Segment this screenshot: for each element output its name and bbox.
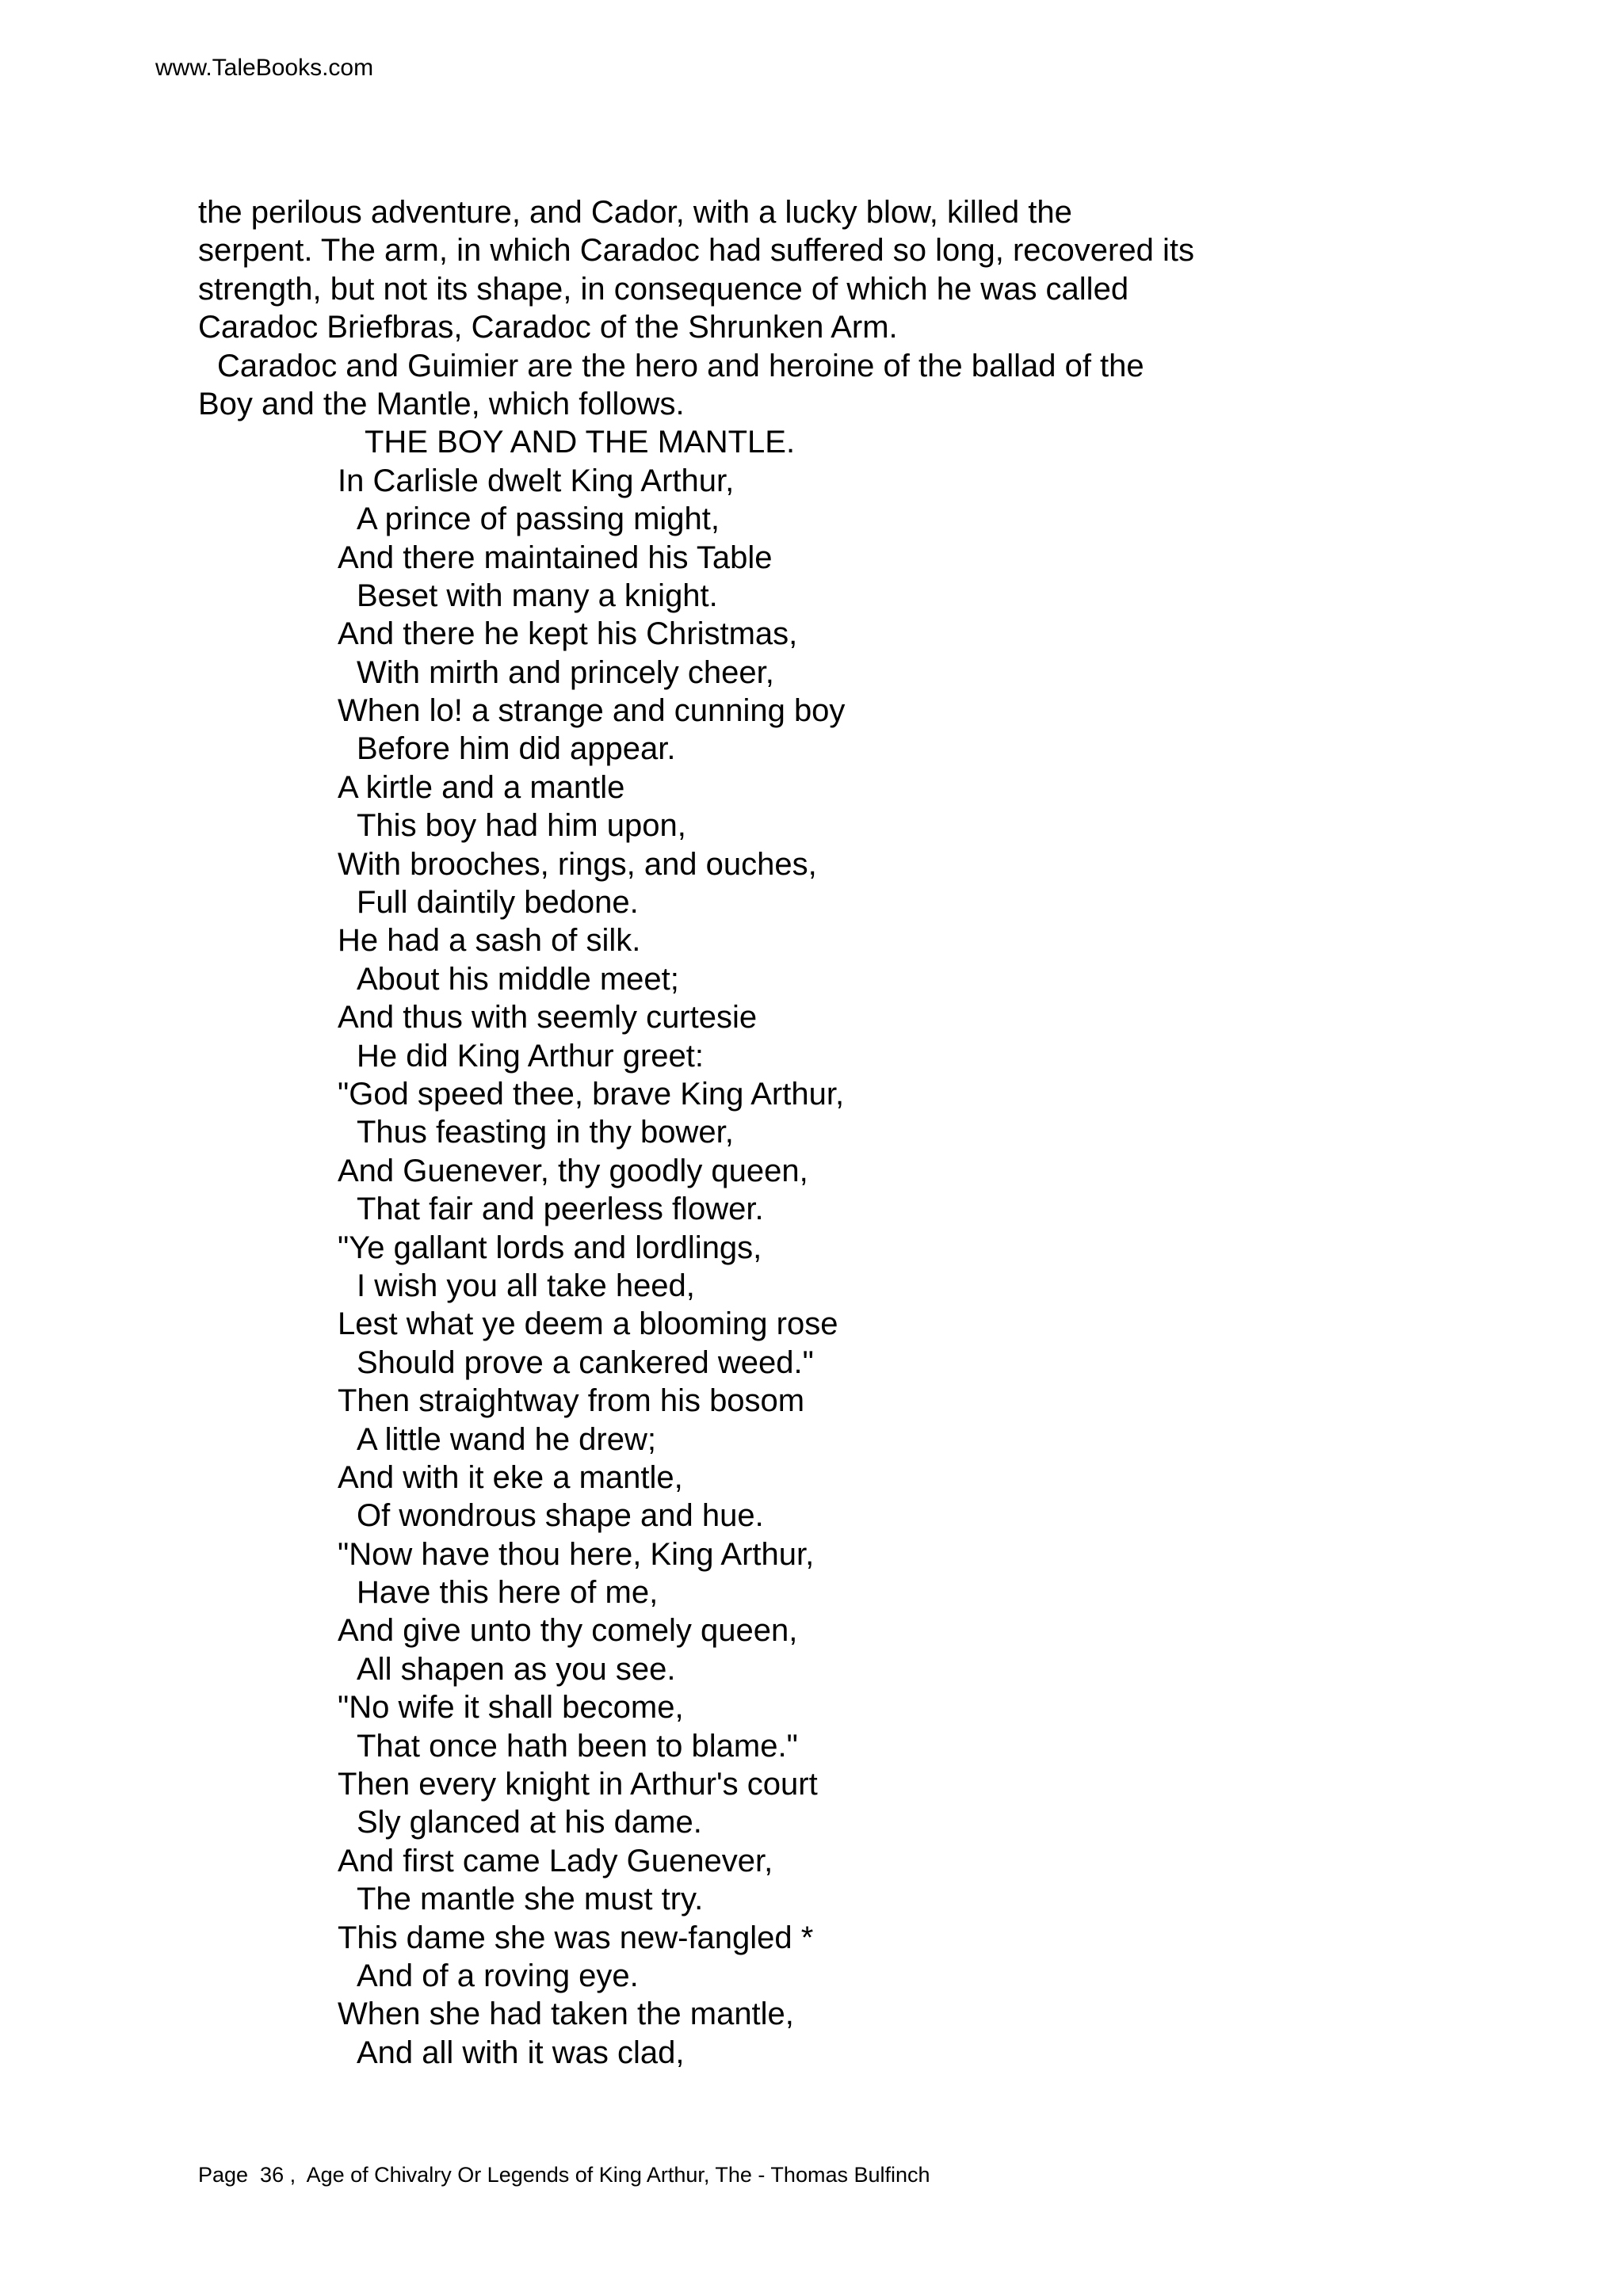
prose-line: Boy and the Mantle, which follows. xyxy=(198,386,685,421)
verse-line: Before him did appear. xyxy=(357,731,676,767)
verse-line: And give unto thy comely queen, xyxy=(338,1613,798,1649)
verse-line: The mantle she must try. xyxy=(357,1882,704,1917)
verse-line: When she had taken the mantle, xyxy=(338,1997,794,2032)
prose-line: serpent. The arm, in which Caradoc had suffered so long, recovered its xyxy=(198,233,1194,269)
verse-line: That fair and peerless flower. xyxy=(357,1192,764,1227)
site-header-url: www.TaleBooks.com xyxy=(155,55,374,81)
verse-line: He did King Arthur greet: xyxy=(357,1038,705,1074)
verse-line: Beset with many a knight. xyxy=(357,578,718,613)
verse-line: About his middle meet; xyxy=(357,961,679,997)
verse-line: And with it eke a mantle, xyxy=(338,1459,683,1495)
verse-line: And thus with seemly curtesie xyxy=(338,1000,758,1035)
page-footer: Page 36 , Age of Chivalry Or Legends of King Arthur, The - Thomas Bulfinch xyxy=(198,2163,930,2187)
verse-line: "God speed thee, brave King Arthur, xyxy=(338,1076,845,1112)
prose-line: Caradoc Briefbras, Caradoc of the Shrunken Arm. xyxy=(198,310,898,345)
document-body xyxy=(198,193,1545,2072)
verse-line: Then straightway from his bosom xyxy=(338,1383,805,1419)
verse-line: "Now have thou here, King Arthur, xyxy=(338,1536,815,1572)
verse-line: I wish you all take heed, xyxy=(357,1268,695,1303)
verse-line: Then every knight in Arthur's court xyxy=(338,1767,818,1802)
prose-line: strength, but not its shape, in consequence of which he was called xyxy=(198,271,1129,307)
verse-line: And there maintained his Table xyxy=(338,540,773,575)
verse-line: He had a sash of silk. xyxy=(338,923,641,959)
verse-line: And Guenever, thy goodly queen, xyxy=(338,1153,808,1188)
verse-line: "Ye gallant lords and lordlings, xyxy=(338,1230,762,1265)
verse-line: Full daintily bedone. xyxy=(357,885,639,921)
verse-line: "No wife it shall become, xyxy=(338,1690,684,1726)
verse-line: Lest what ye deem a blooming rose xyxy=(338,1306,838,1342)
verse-line: Of wondrous shape and hue. xyxy=(357,1498,764,1534)
prose-line: Caradoc and Guimier are the hero and heroine of the ballad of the xyxy=(217,348,1144,383)
verse-line: And of a roving eye. xyxy=(357,1958,639,1993)
verse-line: And there he kept his Christmas, xyxy=(338,616,798,652)
verse-line: With mirth and princely cheer, xyxy=(357,654,774,690)
poem-title: THE BOY AND THE MANTLE. xyxy=(365,425,796,460)
verse-line: And first came Lady Guenever, xyxy=(338,1843,773,1878)
verse-line: In Carlisle dwelt King Arthur, xyxy=(338,463,735,498)
verse-line: Thus feasting in thy bower, xyxy=(357,1115,734,1150)
verse-line: A prince of passing might, xyxy=(357,502,720,537)
verse-line: This boy had him upon, xyxy=(357,808,686,844)
verse-line: Have this here of me, xyxy=(357,1575,659,1611)
verse-line: And all with it was clad, xyxy=(357,2035,685,2070)
prose-line: the perilous adventure, and Cador, with a lucky blow, killed the xyxy=(198,195,1072,230)
verse-line: A kirtle and a mantle xyxy=(338,769,625,805)
verse-line: That once hath been to blame." xyxy=(357,1728,798,1764)
verse-line: With brooches, rings, and ouches, xyxy=(338,846,817,882)
verse-line: A little wand he drew; xyxy=(357,1421,656,1457)
verse-line: When lo! a strange and cunning boy xyxy=(338,693,846,729)
verse-line: Should prove a cankered weed." xyxy=(357,1344,814,1380)
verse-line: This dame she was new-fangled * xyxy=(338,1920,814,1955)
verse-line: All shapen as you see. xyxy=(357,1651,676,1687)
verse-line: Sly glanced at his dame. xyxy=(357,1805,702,1840)
